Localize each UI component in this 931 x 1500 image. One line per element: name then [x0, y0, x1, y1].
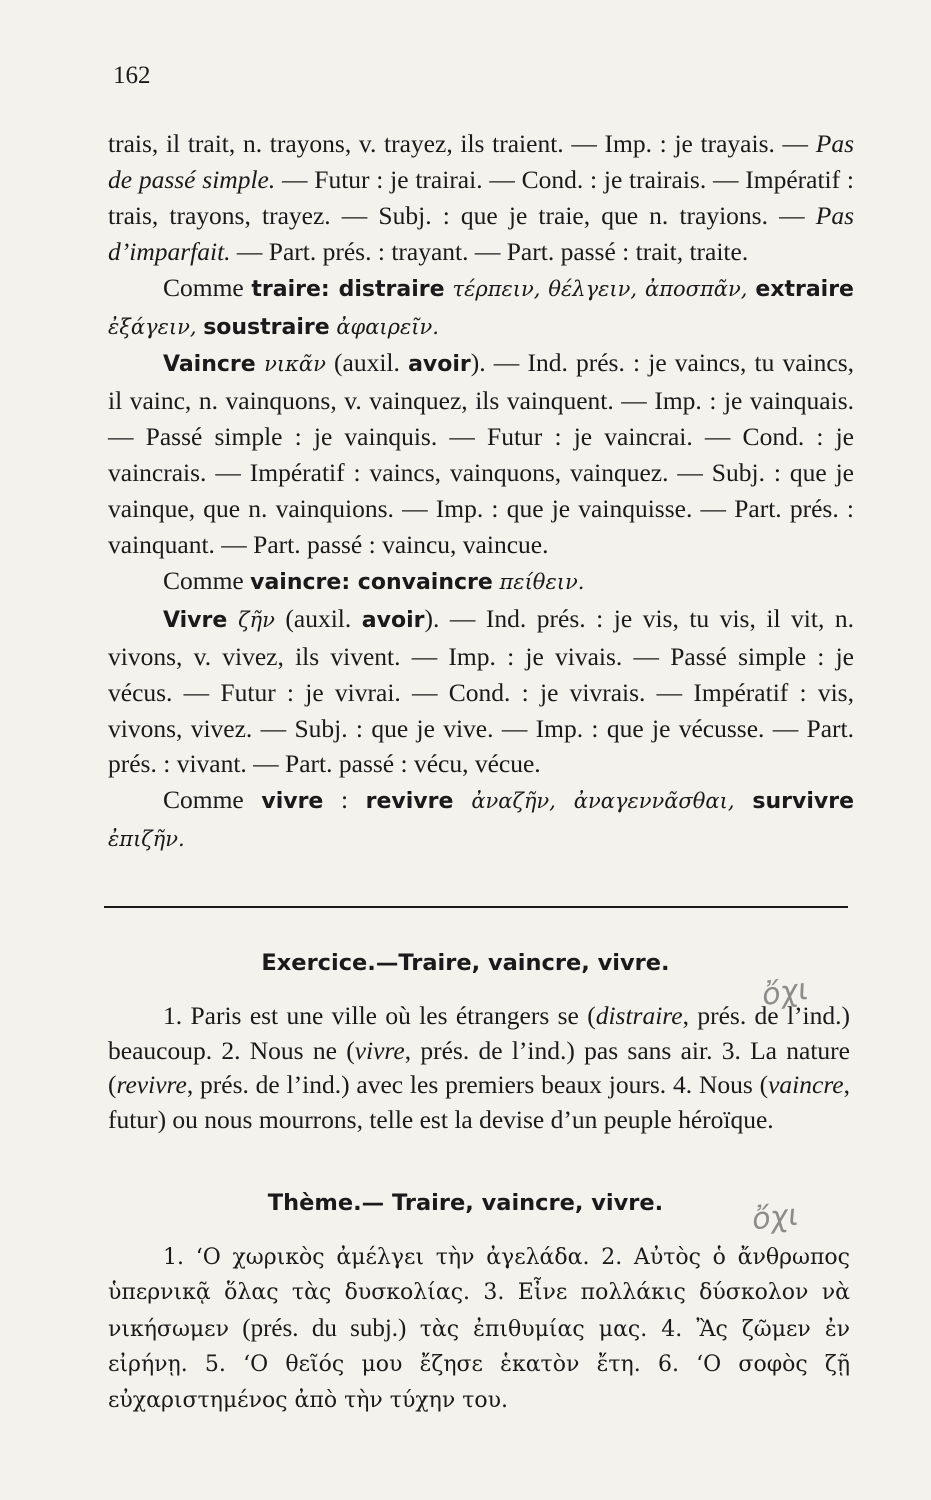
text: , prés. de l’ind.) pas sans air. 3. La nature (	[108, 1035, 850, 1100]
greek-text: 1. ‘Ο χωρικὸς ἀμέλγει τὴν ἀγελάδα. 2. Αὐτὸς ὁ ἄνθρωπος ὑπερνικᾷ ὅλας τὰς δυσκολίας. 3. Εἶνε πολλάκις δύσκολον νὰ νικήσωμεν	[108, 1245, 850, 1342]
paragraph-comme-traire	[108, 270, 854, 346]
greek-text: ἀναζῆν, ἀναγεννᾶσθαι,	[453, 789, 753, 814]
page-number: 162	[113, 62, 151, 89]
theme-text	[108, 1240, 850, 1418]
bold-verb: traire	[251, 276, 321, 302]
text: (auxil.	[325, 348, 409, 378]
italic-text: Pas de passé simple.	[108, 129, 854, 194]
text: ). — Ind. prés. : je vaincs, tu vaincs, il vainc, n. vainquons, v. vainquez, ils vainquent. — Imp. : je vainquais. — Passé simple : je vainquis. — Futur : je vaincrai. — Cond. : je vaincrais. — Impératif : vaincs, vainquons, vainquez. — Subj. : que je vainque, que n. vainquions. — Imp. : que je vainquisse. — Part. prés. : vainquant. — Part. passé : vaincu, vaincue.	[108, 348, 855, 559]
greek-text: πείθειν.	[492, 569, 585, 594]
bold-verb: soustraire	[203, 314, 330, 340]
section-divider	[104, 906, 848, 908]
exercise-paragraph	[108, 999, 850, 1137]
text: Comme	[163, 272, 252, 302]
text: , prés. de l’ind.) beaucoup. 2. Nous ne (	[108, 1001, 850, 1065]
text: — Part. prés. : trayant. — Part. passé : trait, traite.	[230, 236, 749, 266]
conjugation-text	[108, 126, 854, 858]
bold-verb: vaincre	[250, 569, 342, 595]
bold-verb: convaincre	[357, 569, 493, 595]
text: Comme	[163, 785, 262, 815]
text: trais, il trait, n. trayons, v. trayez, ils traient. — Imp. : je trayais. —	[108, 129, 816, 158]
bold-verb: Vivre	[163, 607, 228, 633]
italic-verb: distraire	[595, 1001, 683, 1030]
italic-verb: revivre	[116, 1070, 187, 1100]
bold-verb: vivre	[261, 789, 324, 815]
paragraph-traire-conjugation	[108, 126, 854, 270]
greek-text: τὰς ἐπιθυμίας μας. 4. Ἂς ζῶμεν ἐν εἰρήνῃ. 5. ‘Ο θεῖός μου ἔζησε ἑκατὸν ἔτη. 6. ‘Ο σοφὸς ζῇ εὐχαριστημένος ἀπὸ τὴν τύχην του.	[108, 1316, 850, 1413]
text: (prés. du subj.)	[228, 1314, 420, 1342]
bold-verb: survivre	[752, 789, 854, 815]
text: , futur) ou nous mourrons, telle est la devise d’un peuple héroïque.	[108, 1070, 850, 1134]
bold-verb: avoir	[408, 352, 471, 378]
text: — Futur : je trairai. — Cond. : je trairais. — Impératif : trais, trayons, trayez. — Subj. : que je traie, que n. trayions. —	[108, 164, 854, 230]
text: :	[341, 569, 358, 595]
theme-heading: Thème.— Traire, vaincre, vivre.	[267, 1190, 664, 1216]
bold-verb: extraire	[755, 276, 854, 302]
paragraph-comme-vivre	[108, 782, 854, 858]
greek-text: τέρπειν, θέλγειν, ἀποσπᾶν,	[444, 276, 756, 301]
paragraph-vaincre-conjugation	[108, 345, 854, 562]
exercise-text	[108, 999, 850, 1137]
text: (auxil.	[274, 603, 362, 633]
paragraph-vivre-conjugation	[108, 601, 854, 783]
pencil-annotation: ὄχι	[759, 971, 811, 1014]
greek-text: ἐξάγειν,	[108, 314, 204, 339]
theme-paragraph	[108, 1240, 850, 1418]
greek-text: νικᾶν	[255, 352, 326, 377]
pencil-annotation: ὄχι	[750, 1197, 800, 1238]
text: :	[323, 785, 366, 815]
bold-verb: revivre	[365, 789, 454, 815]
text: :	[320, 276, 339, 302]
bold-verb: Vaincre	[163, 352, 256, 378]
text: ). — Ind. prés. : je vis, tu vis, il vit, n. vivons, v. vivez, ils vivent. — Imp. : je vivais. — Passé simple : je vécus. — Futur : je vivrai. — Cond. : je vivrais. — Impératif : vis, vivons, vivez. — Subj. : que je vive. — Imp. : que je vécusse. — Part. prés. : vivant. — Part. passé : vécu, vécue.	[108, 603, 854, 779]
paragraph-comme-vaincre	[108, 563, 854, 601]
greek-text: ἐπιζῆν.	[108, 827, 185, 852]
text: 1. Paris est une ville où les étrangers se (	[163, 1001, 596, 1030]
bold-verb: avoir	[361, 607, 425, 633]
italic-text: Pas d’imparfait.	[108, 200, 854, 266]
italic-verb: vivre	[354, 1035, 405, 1065]
greek-text: ζῆν	[227, 607, 275, 632]
italic-verb: vaincre	[768, 1070, 844, 1100]
exercise-heading: Exercice.—Traire, vaincre, vivre.	[261, 950, 670, 976]
text: Comme	[163, 565, 251, 595]
bold-verb: distraire	[338, 276, 445, 302]
greek-text: ἀφαιρεῖν.	[329, 314, 439, 339]
text: , prés. de l’ind.) avec les premiers beaux jours. 4. Nous (	[186, 1070, 769, 1100]
